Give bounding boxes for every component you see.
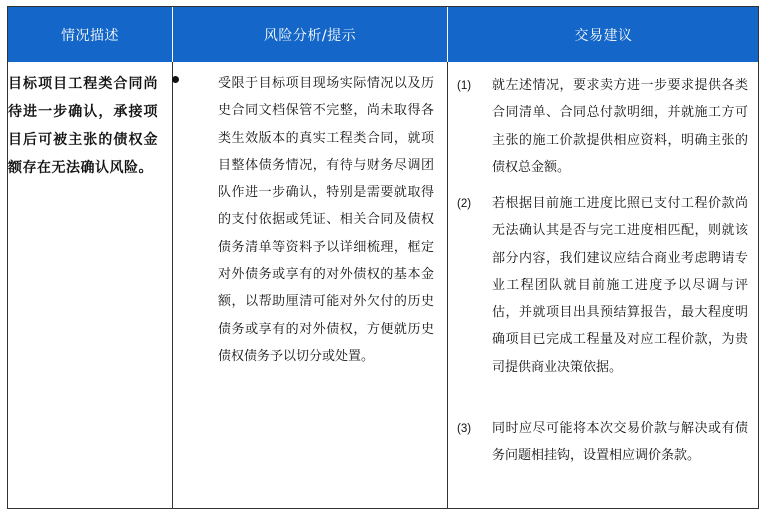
suggestion-text: 若根据目前施工进度比照已支付工程价款尚无法确认其是否与完工进度相匹配，则就该部分内容，我们建议应结合商业考虑聘请专业工程团队就目前施工进度予以尽调与评估，并就项目出具预结算报告，最大程度明确项目已完成工程量及对应工程价款，为贵司提供商业决策依据。 (492, 196, 748, 375)
bullet-dot (172, 76, 179, 83)
column-divider (172, 62, 173, 508)
suggestion-text: 同时应尽可能将本次交易价款与解决或有债务问题相挂钩，设置相应调价条款。 (492, 421, 748, 464)
suggestion-number: (2) (457, 198, 472, 210)
header-risk: 风险分析/提示 (263, 27, 357, 44)
suggestion-number: (3) (457, 423, 472, 435)
situation-cell: 目标项目工程类合同尚待进一步确认，承接项目后可被主张的债权金额存在无法确认风险。 (8, 76, 158, 176)
suggestion-text: 就左述情况，要求卖方进一步要求提供各类合同清单、合同总付款明细，并就施工方可主张的施工价款提供相应资料，明确主张的债权总金额。 (492, 78, 748, 175)
suggestion-number: (1) (457, 80, 472, 92)
header-situation: 情况描述 (61, 27, 119, 44)
risk-cell: 受限于目标项目现场实际情况以及历史合同文档保管不完整，尚未取得各类生效版本的真实工程类合同，就项目整体债务情况，有待与财务尽调团队作进一步确认，特别是需要就取得的支付依据或凭证、相关合同及债权债务清单等资料予以详细梳理，框定对外债务或享有的对外债权的基本金额，以帮助厘清可能对外欠付的历史债务或享有的对外债权，方便就历史债权债务予以切分或处置。 (218, 76, 434, 364)
table-header (8, 7, 758, 62)
column-divider (447, 62, 448, 508)
header-suggestion: 交易建议 (574, 27, 633, 44)
